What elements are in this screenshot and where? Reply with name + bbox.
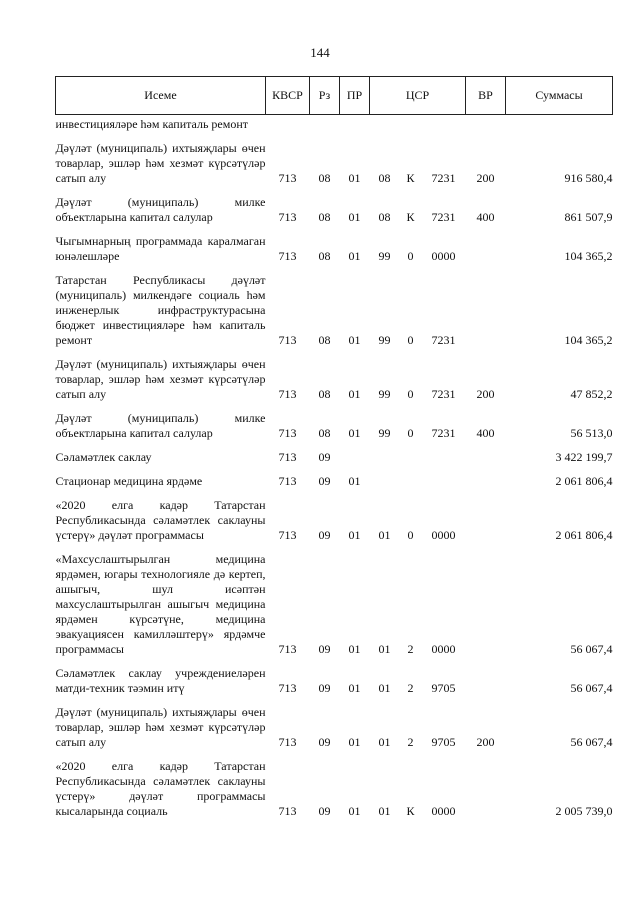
header-kvsr: КВСР: [266, 77, 310, 115]
cell-csr1: 01: [378, 681, 391, 695]
cell-csr2: К: [406, 210, 415, 224]
cell-csr2: 2: [407, 735, 414, 749]
cell-rz: 09: [318, 642, 331, 656]
cell-csr2: [400, 444, 422, 468]
cell-name: «2020 елга кадәр Татарстан Республикасында сәламәтлек саклауны үстерү» дәүләт программасы: [55, 498, 266, 542]
cell-pr: 01: [348, 681, 361, 695]
cell-pr: 01: [348, 210, 361, 224]
cell-csr2: [400, 115, 422, 136]
cell-pr: [340, 115, 370, 136]
table-row: [56, 189, 613, 228]
cell-csr3: 9705: [431, 735, 456, 749]
cell-csr1: 99: [378, 333, 391, 347]
header-sum: Суммасы: [506, 77, 613, 115]
cell-sum: 3 422 199,7: [555, 450, 613, 464]
cell-csr3: 0000: [431, 249, 456, 263]
cell-csr2: 0: [407, 426, 414, 440]
cell-csr1: 08: [378, 171, 391, 185]
cell-csr3: [422, 468, 466, 492]
cell-rz: 08: [318, 171, 331, 185]
cell-rz: 09: [318, 450, 331, 464]
cell-sum: [506, 115, 613, 136]
cell-csr1: 01: [378, 735, 391, 749]
cell-sum: 56 067,4: [570, 642, 613, 656]
table-row: [56, 468, 613, 492]
cell-sum: 2 061 806,4: [555, 528, 613, 542]
cell-csr3: 0000: [431, 804, 456, 818]
cell-rz: 08: [318, 210, 331, 224]
cell-kvsr: 713: [278, 528, 297, 542]
cell-vr: [466, 468, 506, 492]
cell-kvsr: 713: [278, 387, 297, 401]
cell-pr: 01: [348, 426, 361, 440]
cell-rz: 09: [318, 474, 331, 488]
cell-rz: 08: [318, 387, 331, 401]
cell-sum: 56 067,4: [570, 735, 613, 749]
cell-name: «Махсуслаштырылган медицина ярдәмен, югары технологияле дә кертеп, ашыгыч, шул исәптән махсуслаштырылган ашыгыч медицина ярдәмен күрсәтүне, медицина эвакуациясен камилләштерү» ярдәмче программасы: [55, 552, 266, 656]
cell-pr: 01: [348, 171, 361, 185]
cell-pr: 01: [348, 642, 361, 656]
cell-kvsr: 713: [278, 642, 297, 656]
cell-pr: 01: [348, 387, 361, 401]
header-pr: ПР: [340, 77, 370, 115]
cell-csr2: 0: [407, 528, 414, 542]
table-body: [56, 115, 613, 823]
cell-sum: 56 513,0: [570, 426, 613, 440]
table-row: [56, 699, 613, 753]
cell-csr1: [370, 468, 400, 492]
cell-name: Сәламәтлек саклау учреждениеләрен матди-техник тәэмин итү: [55, 666, 266, 695]
table-row: [56, 492, 613, 546]
cell-pr: 01: [348, 528, 361, 542]
cell-csr3: [422, 444, 466, 468]
cell-sum: 861 507,9: [564, 210, 613, 224]
cell-kvsr: 713: [278, 681, 297, 695]
cell-sum: 56 067,4: [570, 681, 613, 695]
cell-vr: 200: [476, 171, 495, 185]
cell-csr1: 99: [378, 387, 391, 401]
cell-pr: 01: [348, 804, 361, 818]
table-row: [56, 660, 613, 699]
cell-name: Сәламәтлек саклау: [55, 450, 152, 464]
cell-vr: [466, 492, 506, 546]
cell-pr: 01: [348, 249, 361, 263]
cell-kvsr: 713: [278, 474, 297, 488]
cell-rz: 08: [318, 249, 331, 263]
cell-name: «2020 елга кадәр Татарстан Республикасында сәламәтлек саклауны үстерү» дәүләт программасы кысаларында социаль: [55, 759, 266, 818]
cell-vr: 200: [476, 387, 495, 401]
cell-name: Дәүләт (муниципаль) милке объектларына капитал салулар: [55, 195, 266, 224]
cell-csr3: 7231: [431, 387, 456, 401]
table-row: [56, 753, 613, 822]
cell-name: Татарстан Республикасы дәүләт (муниципаль) милкендәге социаль һәм инженерлык инфраструктурасына бюджет инвестицияләре һәм капиталь ремонт: [55, 273, 266, 347]
cell-vr: [466, 753, 506, 822]
cell-name: инвестицияләре һәм капиталь ремонт: [55, 117, 249, 131]
cell-csr1: 01: [378, 804, 391, 818]
cell-name: Чыгымнарның программада каралмаган юнәлешләре: [55, 234, 266, 263]
table-row: [56, 115, 613, 136]
cell-csr1: [370, 444, 400, 468]
cell-kvsr: 713: [278, 171, 297, 185]
cell-vr: 400: [476, 426, 495, 440]
cell-rz: 09: [318, 735, 331, 749]
cell-rz: [310, 115, 340, 136]
cell-vr: [466, 444, 506, 468]
header-csr: ЦСР: [370, 77, 466, 115]
cell-pr: [340, 444, 370, 468]
cell-kvsr: 713: [278, 426, 297, 440]
cell-csr3: 7231: [431, 426, 456, 440]
cell-vr: [466, 115, 506, 136]
cell-rz: 08: [318, 426, 331, 440]
cell-vr: [466, 267, 506, 351]
page-number: 144: [310, 45, 330, 60]
cell-pr: 01: [348, 735, 361, 749]
cell-vr: [466, 660, 506, 699]
table-row: [56, 267, 613, 351]
table-row: [56, 444, 613, 468]
table-row: [56, 135, 613, 189]
table-row: [56, 228, 613, 267]
cell-kvsr: 713: [278, 804, 297, 818]
table-header-row: [56, 77, 613, 115]
cell-sum: 104 365,2: [564, 249, 613, 263]
cell-csr3: 9705: [431, 681, 456, 695]
cell-csr3: 0000: [431, 528, 456, 542]
cell-kvsr: 713: [278, 249, 297, 263]
cell-kvsr: 713: [278, 450, 297, 464]
cell-name: Дәүләт (муниципаль) ихтыяҗлары өчен товарлар, эшләр һәм хезмәт күрсәтүләр сатып алу: [55, 357, 266, 401]
cell-kvsr: 713: [278, 210, 297, 224]
cell-csr2: К: [406, 804, 415, 818]
cell-csr2: 2: [407, 681, 414, 695]
header-name: Исеме: [56, 77, 266, 115]
cell-rz: 09: [318, 528, 331, 542]
cell-rz: 09: [318, 804, 331, 818]
cell-kvsr: [266, 115, 310, 136]
cell-sum: 916 580,4: [564, 171, 613, 185]
cell-csr2: 2: [407, 642, 414, 656]
cell-name: Дәүләт (муниципаль) ихтыяҗлары өчен товарлар, эшләр һәм хезмәт күрсәтүләр сатып алу: [55, 141, 266, 185]
cell-sum: 104 365,2: [564, 333, 613, 347]
cell-csr3: 0000: [431, 642, 456, 656]
cell-rz: 08: [318, 333, 331, 347]
cell-name: Дәүләт (муниципаль) ихтыяҗлары өчен товарлар, эшләр һәм хезмәт күрсәтүләр сатып алу: [55, 705, 266, 749]
cell-name: Дәүләт (муниципаль) милке объектларына капитал салулар: [55, 411, 266, 440]
cell-sum: 47 852,2: [570, 387, 613, 401]
cell-csr3: [422, 115, 466, 136]
cell-csr2: К: [406, 171, 415, 185]
cell-sum: 2 005 739,0: [555, 804, 613, 818]
cell-csr1: 08: [378, 210, 391, 224]
cell-vr: 200: [476, 735, 495, 749]
cell-csr2: 0: [407, 333, 414, 347]
cell-kvsr: 713: [278, 735, 297, 749]
budget-table: [55, 76, 613, 822]
cell-kvsr: 713: [278, 333, 297, 347]
cell-csr1: 01: [378, 528, 391, 542]
header-rz: Рз: [310, 77, 340, 115]
cell-csr2: 0: [407, 387, 414, 401]
cell-pr: 01: [348, 474, 361, 488]
cell-vr: 400: [476, 210, 495, 224]
cell-csr3: 7231: [431, 333, 456, 347]
cell-pr: 01: [348, 333, 361, 347]
cell-csr1: [370, 115, 400, 136]
cell-vr: [466, 228, 506, 267]
cell-sum: 2 061 806,4: [555, 474, 613, 488]
table-row: [56, 351, 613, 405]
header-vr: ВР: [466, 77, 506, 115]
cell-csr1: 99: [378, 426, 391, 440]
cell-csr1: 99: [378, 249, 391, 263]
table-row: [56, 546, 613, 660]
cell-csr2: 0: [407, 249, 414, 263]
cell-vr: [466, 546, 506, 660]
cell-name: Стационар медицина ярдәме: [55, 474, 203, 488]
cell-rz: 09: [318, 681, 331, 695]
cell-csr1: 01: [378, 642, 391, 656]
cell-csr3: 7231: [431, 171, 456, 185]
cell-csr3: 7231: [431, 210, 456, 224]
cell-csr2: [400, 468, 422, 492]
table-row: [56, 405, 613, 444]
